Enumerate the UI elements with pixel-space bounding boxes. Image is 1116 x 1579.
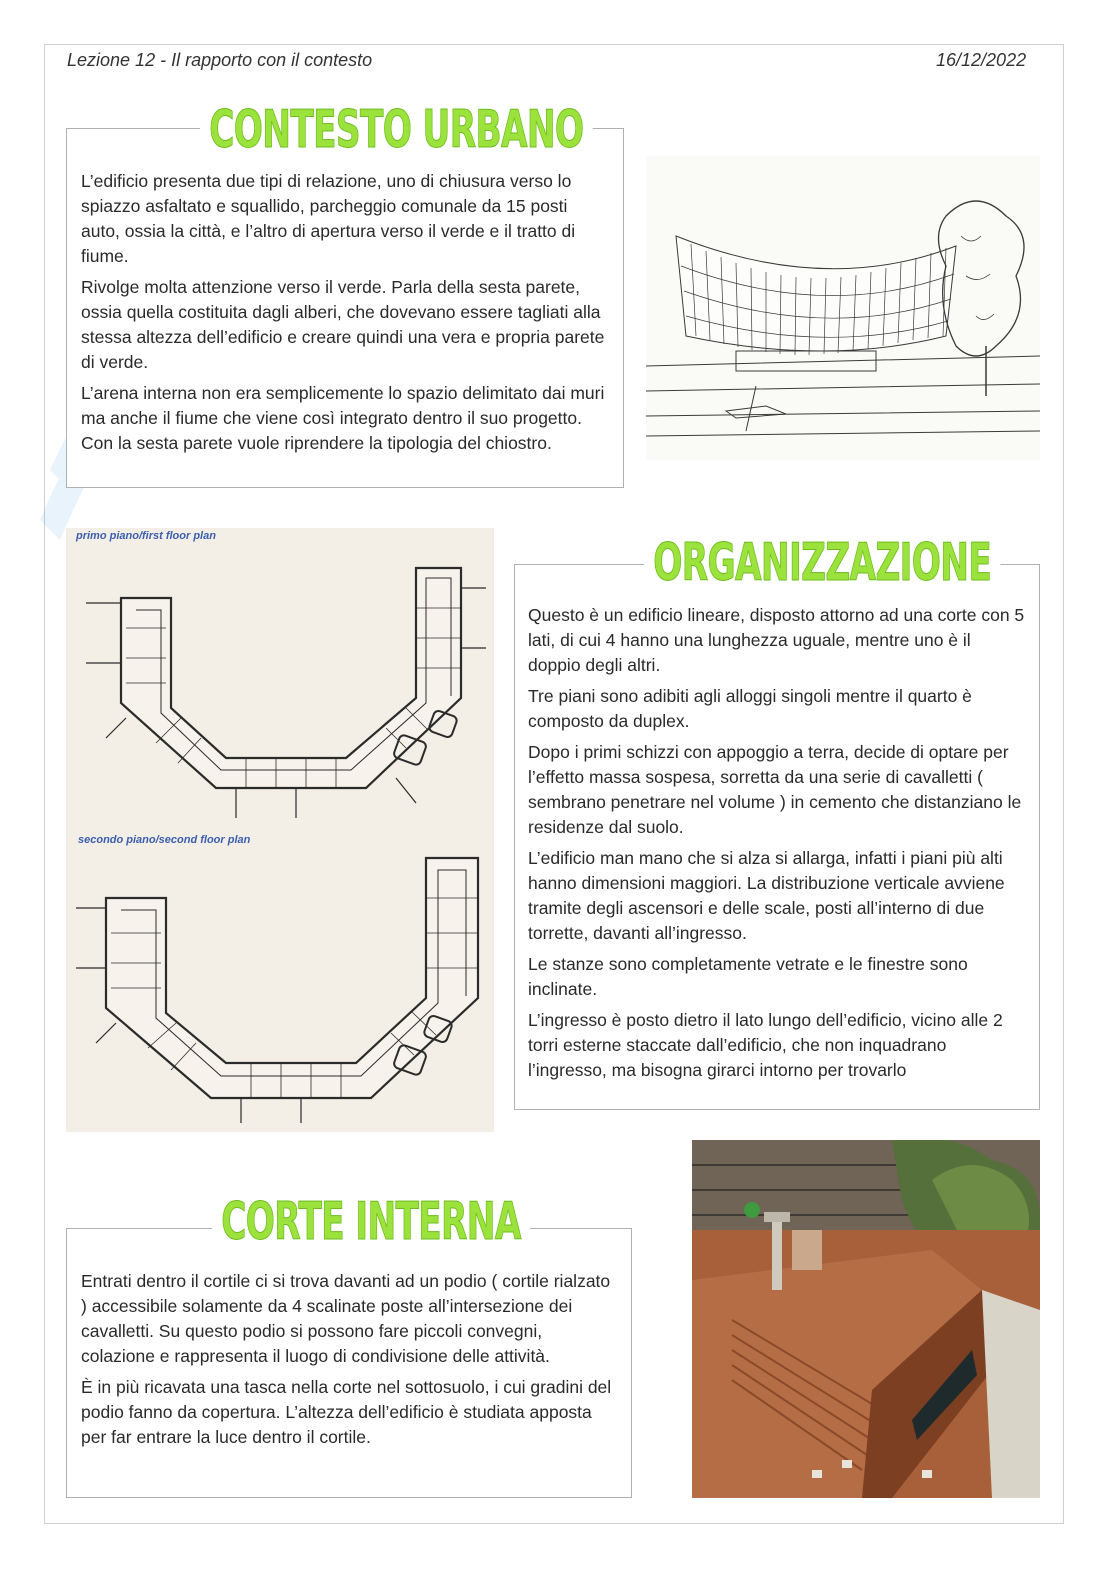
organizzazione-paragraph-4: L’edificio man mano che si alza si allarga, infatti i piani più alti hanno dimensioni maggiori. La distribuzione verticale avviene tramite degli ascensori e delle scale, posti all’interno di due torrette, davanti all’ingresso. [528, 848, 1005, 943]
organizzazione-paragraph-5: Le stanze sono completamente vetrate e le finestre sono inclinate. [528, 954, 968, 999]
corte-interna-title: CORTE INTERNA [212, 1192, 530, 1252]
corte-paragraph-2: È in più ricavata una tasca nella corte nel sottosuolo, i cui gradini del podio fanno da copertura. L’altezza dell’edificio è studiata apposta per far entrare la luce dentro il cortile. [81, 1377, 612, 1447]
first-floor-plan-label: primo piano/first floor plan [76, 530, 216, 542]
corte-paragraph-1: Entrati dentro il cortile ci si trova davanti ad un podio ( cortile rialzato ) accessibile solamente da 4 scalinate poste all’intersezione dei cavalletti. Su questo podio si possono fare piccoli convegni, colazione e rappresenta il luogo di condivisione delle attività. [81, 1271, 611, 1366]
building-sketch-image [646, 156, 1040, 460]
contesto-urbano-title: CONTESTO URBANO [200, 100, 593, 160]
organizzazione-title: ORGANIZZAZIONE [644, 533, 1000, 593]
organizzazione-paragraph-6: L’ingresso è posto dietro il lato lungo dell’edificio, vicino alle 2 torri esterne staccate dall’edificio, che non inquadrano l’ingresso, ma bisogna girarci intorno per trovarlo [528, 1010, 1003, 1080]
contesto-paragraph-3: L’arena interna non era semplicemente lo spazio delimitato dai muri ma anche il fiume che viene così integrato dentro il suo progetto. Con la sesta parete vuole riprendere la tipologia del chiostro. [81, 383, 605, 453]
second-floor-plan-drawing [76, 858, 478, 1123]
organizzazione-paragraph-3: Dopo i primi schizzi con appoggio a terra, decide di optare per l’effetto massa sospesa, sorretta da una serie di cavalletti ( sembrano penetrare nel volume ) in cemento che distanziano le residenze dal suolo. [528, 742, 1022, 837]
contesto-paragraph-2: Rivolge molta attenzione verso il verde. Parla della sesta parete, ossia quella costituita dagli alberi, che dovevano essere tagliati alla stessa altezza dell’edificio e creare quindi una vera e propria parete di verde. [81, 277, 605, 372]
organizzazione-paragraph-2: Tre piani sono adibiti agli alloggi singoli mentre il quarto è composto da duplex. [528, 686, 972, 731]
contesto-urbano-box [66, 128, 624, 488]
contesto-paragraph-1: L’edificio presenta due tipi di relazione, uno di chiusura verso lo spiazzo asfaltato e squallido, parcheggio comunale da 15 posti auto, ossia la città, e l’altro di apertura verso il verde e il tratto di fiume. [81, 171, 576, 266]
organizzazione-paragraph-1: Questo è un edificio lineare, disposto attorno ad una corte con 5 lati, di cui 4 hanno una lunghezza uguale, mentre uno è il doppio degli altri. [528, 605, 1025, 675]
courtyard-photo [692, 1140, 1040, 1498]
organizzazione-box [514, 564, 1040, 1110]
second-floor-plan-label: secondo piano/second floor plan [78, 834, 251, 846]
lesson-title: Lezione 12 - Il rapporto con il contesto [67, 50, 373, 70]
lesson-date: 16/12/2022 [936, 50, 1027, 70]
floor-plans-image [66, 528, 494, 1132]
first-floor-plan-drawing [86, 568, 486, 818]
corte-interna-box [66, 1228, 632, 1498]
